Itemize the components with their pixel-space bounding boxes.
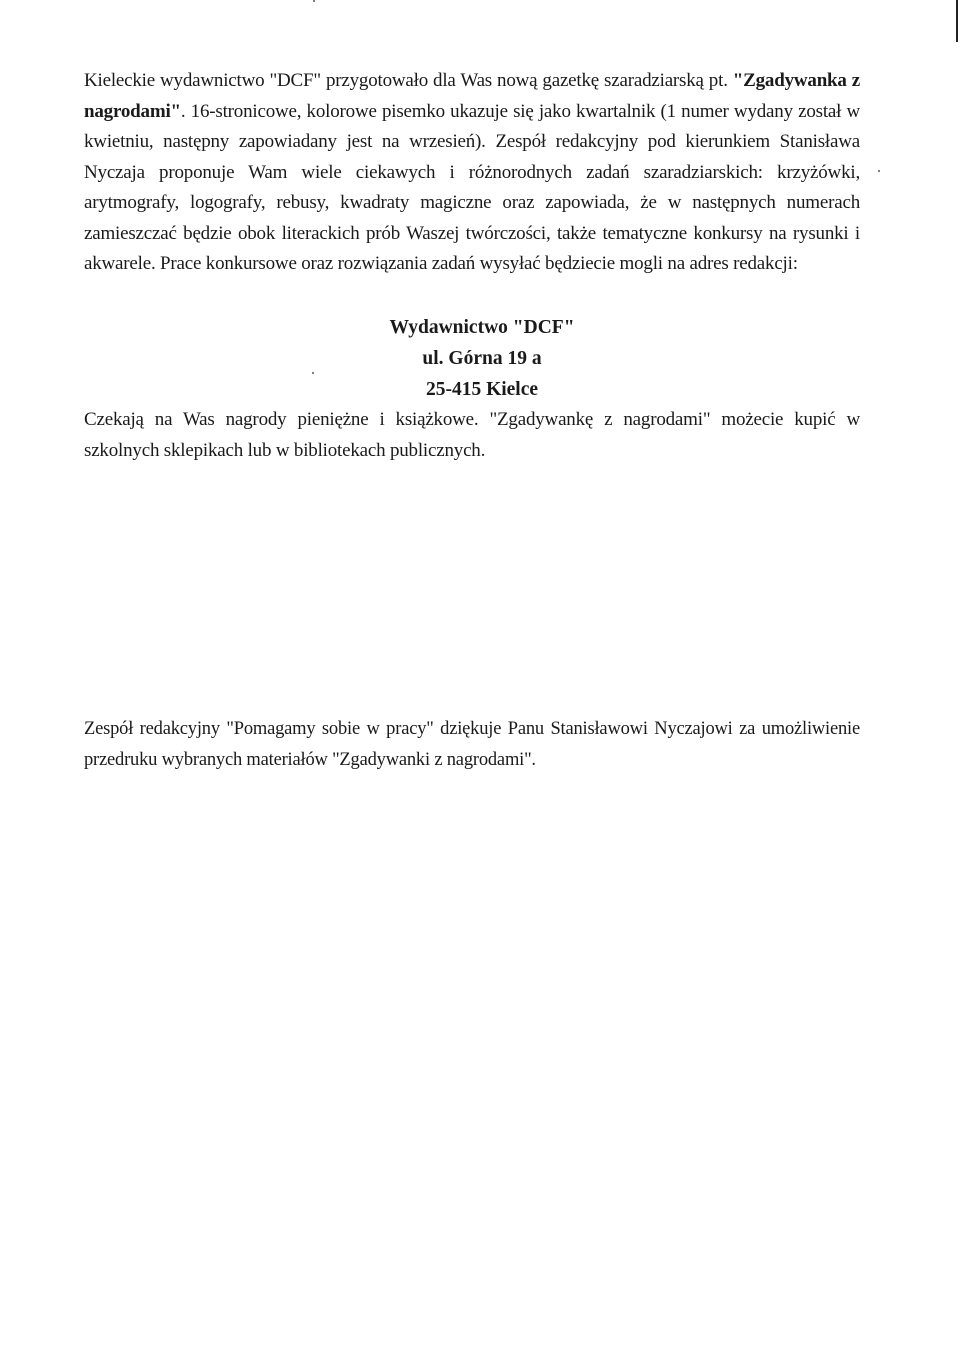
- address-publisher: Wydawnictwo "DCF": [389, 317, 575, 338]
- intro-paragraph: [84, 66, 860, 280]
- magazine-title: "Zgadywanka z nagrodami": [84, 70, 860, 122]
- scan-speck: [313, 0, 315, 2]
- address-street: ul. Górna 19 a: [422, 348, 542, 369]
- address-city: 25-415 Kielce: [425, 379, 539, 400]
- acknowledgement-paragraph: Zespół redakcyjny "Pomagamy sobie w pracy" dziękuje Panu Stanisławowi Nyczajowi za umożliwienie przedruku wybranych materiałów "Zgadywanki z nagrodami".: [84, 719, 860, 770]
- closing-paragraph: Czekają na Was nagrody pieniężne i książkowe. "Zgadywankę z nagrodami" możecie kupić w szkolnych sklepikach lub w bibliotekach publicznych.: [84, 409, 860, 461]
- scan-edge-mark: [956, 0, 958, 42]
- address-block: [84, 312, 860, 405]
- scan-speck: [878, 170, 880, 172]
- intro-text-rest: . 16-stronicowe, kolorowe pisemko ukazuje się jako kwartalnik (1 numer wydany został w kwietniu, następny zapowiadany jest na wrzesień). Zespół redakcyjny pod kierunkiem Stanisława Nyczaja proponuje Wam wiele ciekawych i różnorodnych zadań szaradziarskich: krzyżówki, arytmografy, logografy, rebusy, kwadraty magiczne oraz zapowiada, że w następnych numerach zamieszczać będzie obok literackich prób Waszej twórczości, także tematyczne konkursy na rysunki i akwarele. Prace konkursowe oraz rozwiązania zadań wysyłać będziecie mogli na adres redakcji:: [84, 100, 860, 274]
- intro-text-start: Kieleckie wydawnictwo "DCF" przygotowało dla Was nową gazetkę szaradziarską pt.: [84, 70, 733, 91]
